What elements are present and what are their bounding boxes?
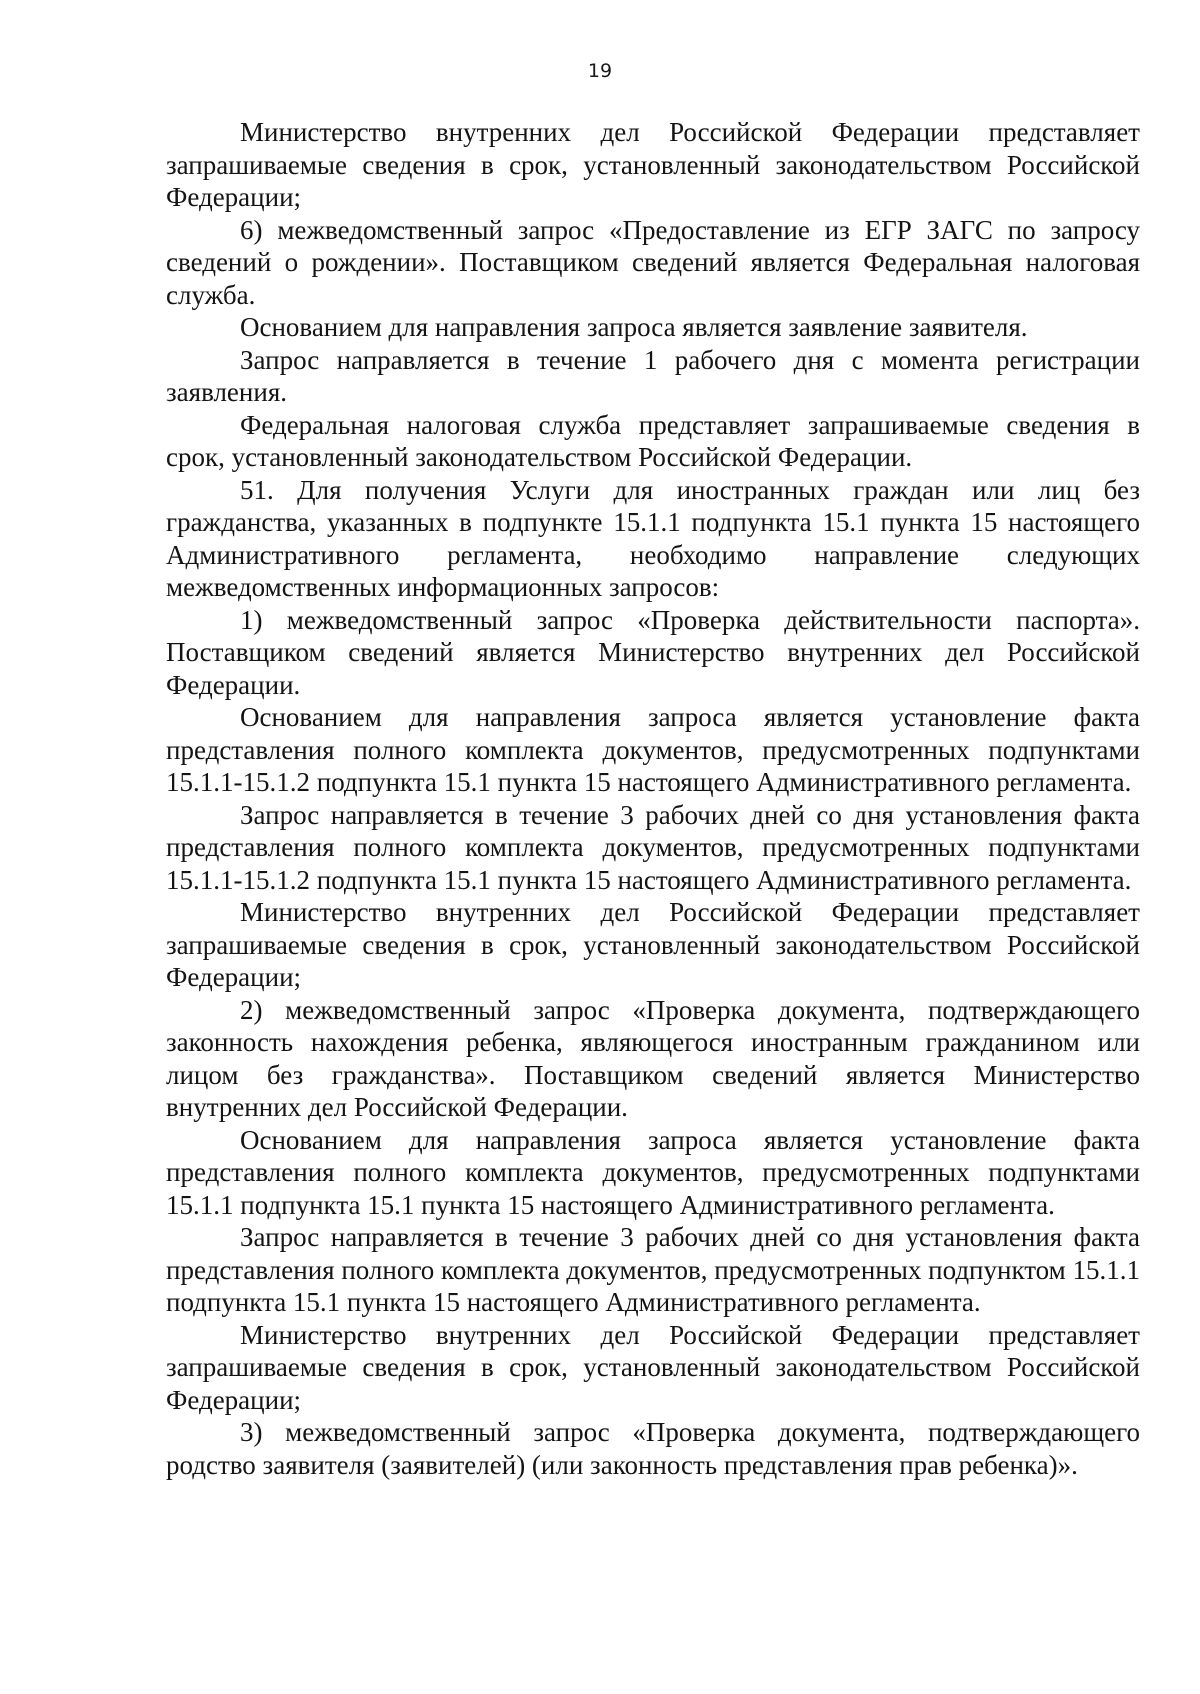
paragraph: Основанием для направления запроса является заявление заявителя.	[240, 312, 1028, 342]
paragraph: Основанием для направления запроса является установление факта представления полного комплекта документов, предусмотренных подпунктами 15.1.1-15.1.2 подпункта 15.1 пункта 15 настоящего Административного регламента.	[166, 702, 1140, 797]
paragraph: Запрос направляется в течение 1 рабочего дня с момента регистрации заявления.	[166, 344, 1140, 407]
paragraph: 3) межведомственный запрос «Проверка документа, подтверждающего родство заявителя (заявителей) (или законность представления прав ребенка)».	[166, 1417, 1140, 1480]
document-body	[166, 116, 1140, 1481]
paragraph: 2) межведомственный запрос «Проверка документа, подтверждающего законность нахождения ребенка, являющегося иностранным гражданином или лицом без гражданства». Поставщиком сведений является Министерство внутренних дел Российской Федерации.	[166, 994, 1140, 1122]
paragraph: Министерство внутренних дел Российской Федерации представляет запрашиваемые сведения в срок, установленный законодательством Российской Федерации;	[166, 897, 1140, 992]
page-number: 19	[587, 60, 613, 82]
paragraph: Министерство внутренних дел Российской Федерации представляет запрашиваемые сведения в срок, установленный законодательством Российской Федерации;	[166, 117, 1140, 212]
paragraph: Федеральная налоговая служба представляет запрашиваемые сведения в срок, установленный законодательством Российской Федерации.	[166, 409, 1140, 472]
paragraph: Министерство внутренних дел Российской Федерации представляет запрашиваемые сведения в срок, установленный законодательством Российской Федерации;	[166, 1319, 1140, 1415]
paragraph: Запрос направляется в течение 3 рабочих дней со дня установления факта представления полного комплекта документов, предусмотренных подпунктом 15.1.1 подпункта 15.1 пункта 15 настоящего Административного регламента.	[166, 1222, 1140, 1317]
paragraph: 51. Для получения Услуги для иностранных граждан или лиц без гражданства, указанных в подпункте 15.1.1 подпункта 15.1 пункта 15 настоящего Административного регламента, необходимо направление следующих межведомственных информационных запросов:	[166, 474, 1140, 602]
paragraph: 1) межведомственный запрос «Проверка действительности паспорта». Поставщиком сведений является Министерство внутренних дел Российской Федерации.	[166, 604, 1140, 700]
paragraph: 6) межведомственный запрос «Предоставление из ЕГР ЗАГС по запросу сведений о рождении». Поставщиком сведений является Федеральная налоговая служба.	[166, 214, 1140, 310]
paragraph: Основанием для направления запроса является установление факта представления полного комплекта документов, предусмотренных подпунктами 15.1.1 подпункта 15.1 пункта 15 настоящего Административного регламента.	[166, 1124, 1140, 1220]
paragraph: Запрос направляется в течение 3 рабочих дней со дня установления факта представления полного комплекта документов, предусмотренных подпунктами 15.1.1-15.1.2 подпункта 15.1 пункта 15 настоящего Административного регламента.	[166, 799, 1140, 895]
